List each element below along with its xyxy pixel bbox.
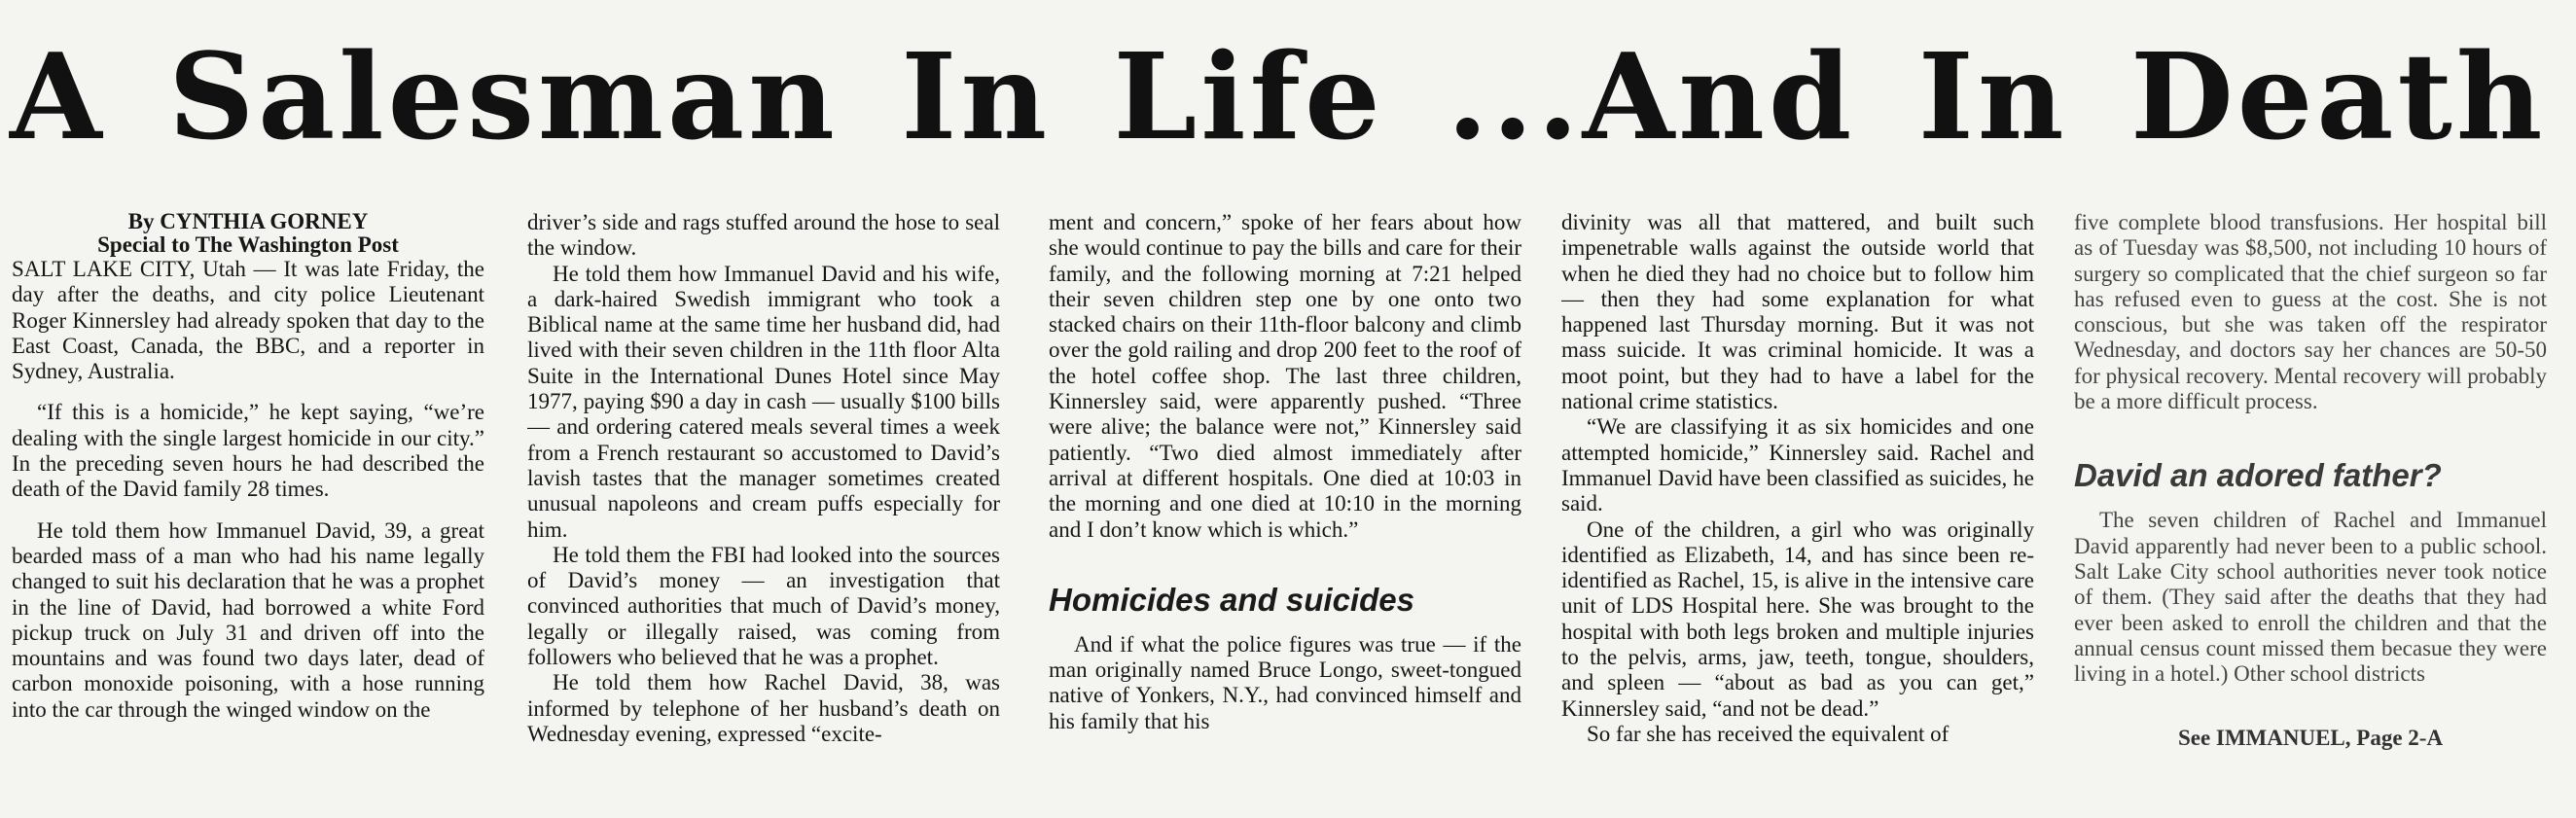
- paragraph: The seven children of Rachel and Immanuel David apparently had never been to a public school. Salt Lake City school authorities never took notice of them. (They said after the deaths that they had ever been asked to enroll the children and that the annual census count missed them becasue they were living in a hotel.) Other school districts: [2074, 508, 2547, 687]
- subhead-adored-father: David an adored father?: [2074, 457, 2442, 494]
- subhead-homicides: Homicides and suicides: [1049, 581, 1414, 618]
- paragraph: divinity was all that mattered, and built such impenetrable walls against the outside world that when he died they had no choice but to follow him — then they had some explanation for what happened last Thursday morning. But it was not mass suicide. It was criminal homicide. It was a moot point, but they had to have a label for the national crime statistics.: [1561, 210, 2034, 414]
- paragraph: He told them how Immanuel David and his wife, a dark-haired Swedish immigrant who took a Biblical name at the same time her husband did, had lived with their seven children in the 11th floor Alta Suite in the International Dunes Hotel since May 1977, paying $90 a day in cash — usually $100 bills — and ordering catered meals several times a week from a French restaurant so accustomed to David’s lavish tastes that the manager sometimes created unusual napoleons and cream puffs especially for him.: [527, 261, 1000, 542]
- article-column-5: [2074, 210, 2547, 813]
- headline: A Salesman In Life ...And In Death: [10, 26, 2547, 166]
- article-column-4: [1561, 210, 2034, 813]
- paragraph: “We are classifying it as six homicides and one attempted homicide,” Kinnersley said. Rachel and Immanuel David have been classified as suicides, he said.: [1561, 414, 2034, 516]
- paragraph: And if what the police figures was true — if the man originally named Bruce Longo, sweet-tongued native of Yonkers, N.Y., had convinced himself and his family that his: [1049, 631, 1521, 733]
- paragraph: SALT LAKE CITY, Utah — It was late Friday, the day after the deaths, and city police Lieutenant Roger Kinnersley had already spoken that day to the East Coast, Canada, the BBC, and a reporter in Sydney, Australia.: [12, 257, 484, 384]
- paragraph: One of the children, a girl who was originally identified as Elizabeth, 14, and has since been re-identified as Rachel, 15, is alive in the intensive care unit of LDS Hospital here. She was brought to the hospital with both legs broken and multiple injuries to the pelvis, arms, jaw, teeth, tongue, shoulders, and spleen — “about as bad as you can get,” Kinnersley said, “and not be dead.”: [1561, 516, 2034, 721]
- wire-credit: Special to The Washington Post: [97, 232, 399, 257]
- article-column-3: [1049, 210, 1521, 813]
- paragraph: He told them how Rachel David, 38, was informed by telephone of her husband’s death on Wednesday evening, expressed “excite-: [527, 670, 1000, 746]
- article-column-1: [12, 210, 484, 813]
- continuation-line: See IMMANUEL, Page 2-A: [2177, 726, 2444, 751]
- paragraph: He told them the FBI had looked into the sources of David’s money — an investigation that convinced authorities that much of David’s money, legally or illegally raised, was coming from followers who believed that he was a prophet.: [527, 542, 1000, 670]
- paragraph: He told them how Immanuel David, 39, a great bearded mass of a man who had his name legally changed to suit his declaration that he was a prophet in the line of David, had borrowed a white Ford pickup truck on July 31 and driven off into the mountains and was found two days later, dead of carbon monoxide poisoning, with a hose running into the car through the winged window on the: [12, 517, 484, 722]
- paragraph: “If this is a homicide,” he kept saying, “we’re dealing with the single largest homicide in our city.” In the preceding seven hours he had described the death of the David family 28 times.: [12, 400, 484, 502]
- paragraph: driver’s side and rags stuffed around the hose to seal the window.: [527, 210, 1000, 261]
- article-column-2: [527, 210, 1000, 813]
- paragraph: So far she has received the equivalent of: [1587, 721, 1950, 746]
- byline: By CYNTHIA GORNEY: [127, 210, 369, 233]
- paragraph: five complete blood transfusions. Her hospital bill as of Tuesday was $8,500, not including 10 hours of surgery so complicated that the chief surgeon so far has refused even to guess at the cost. She is not conscious, but she was taken off the respirator Wednesday, and doctors say her chances are 50-50 for physical recovery. Mental recovery will probably be a more difficult process.: [2074, 210, 2547, 414]
- paragraph: ment and concern,” spoke of her fears about how she would continue to pay the bills and care for their family, and the following morning at 7:21 helped their seven children step one by one onto two stacked chairs on their 11th-floor balcony and climb over the gold railing and drop 200 feet to the roof of the hotel coffee shop. The last three children, Kinnersley said, were apparently pushed. “Three were alive; the balance were not,” Kinnersley said patiently. “Two died almost immediately after arrival at different hospitals. One died at 10:03 in the morning and one died at 10:10 in the morning and I don’t know which is which.”: [1049, 210, 1521, 542]
